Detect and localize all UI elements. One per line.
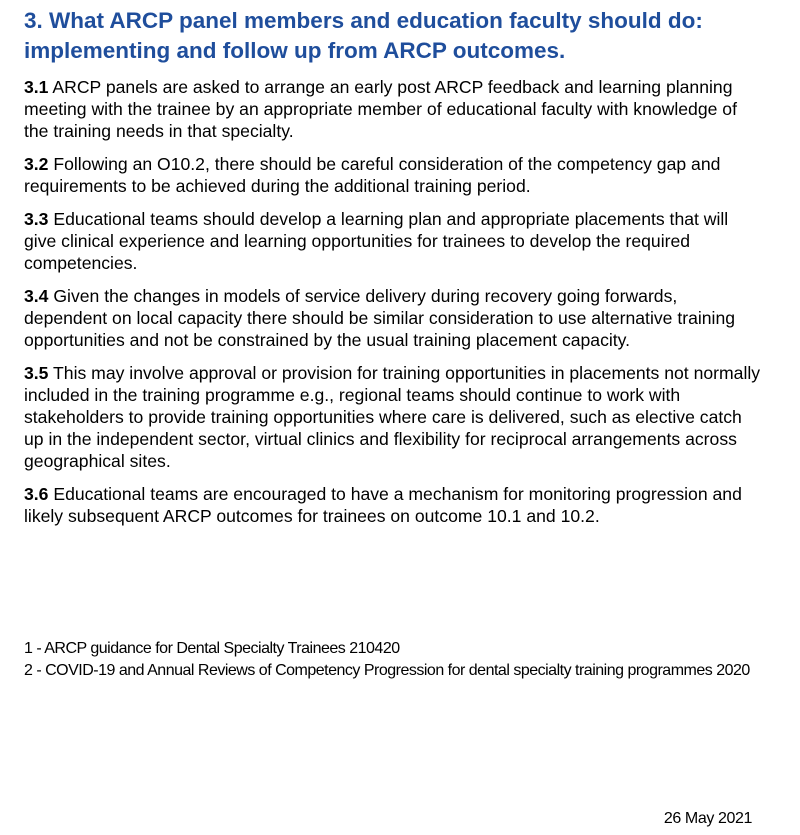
paragraph-3-6 [24, 483, 764, 527]
paragraph-number: 3.3 [24, 209, 49, 229]
paragraph-3-2 [24, 153, 764, 197]
paragraph-number: 3.4 [24, 286, 49, 306]
footnotes [24, 638, 764, 682]
paragraph-text: ARCP panels are asked to arrange an early post ARCP feedback and learning planning meeting with the trainee by an appropriate member of educational faculty with knowledge of the training needs in that specialty. [24, 77, 737, 141]
paragraph-text: Following an O10.2, there should be careful consideration of the competency gap and requirements to be achieved during the additional training period. [24, 154, 721, 196]
paragraph-text: Educational teams should develop a learning plan and appropriate placements that will give clinical experience and learning opportunities for trainees to develop the required competencies. [24, 209, 729, 273]
paragraph-number: 3.2 [24, 154, 49, 174]
paragraph-number: 3.6 [24, 484, 49, 504]
paragraph-number: 3.1 [24, 77, 49, 97]
footer-date: 26 May 2021 [663, 810, 752, 827]
paragraph-3-5 [24, 362, 764, 472]
paragraph-text: Given the changes in models of service delivery during recovery going forwards, dependent on local capacity there should be similar consideration to use alternative training opportunities and not be constrained by the usual training placement capacity. [24, 286, 736, 350]
section [24, 6, 764, 538]
paragraph-number: 3.5 [24, 363, 49, 383]
paragraph-3-4 [24, 285, 764, 351]
paragraph-3-3 [24, 208, 764, 274]
section-heading: 3. What ARCP panel members and education faculty should do: implementing and follow up from ARCP outcomes. [24, 8, 703, 63]
footnote-1: 1 - ARCP guidance for Dental Specialty Trainees 210420 [24, 640, 400, 657]
paragraph-text: Educational teams are encouraged to have a mechanism for monitoring progression and likely subsequent ARCP outcomes for trainees on outcome 10.1 and 10.2. [24, 484, 742, 526]
footnote-2: 2 - COVID-19 and Annual Reviews of Competency Progression for dental specialty training programmes 2020 [24, 662, 750, 679]
paragraph-text: This may involve approval or provision for training opportunities in placements not normally included in the training programme e.g., regional teams should continue to work with stakeholders to provide training opportunities where care is delivered, such as elective catch up in the independent sector, virtual clinics and flexibility for reciprocal arrangements across geographical sites. [24, 363, 761, 471]
paragraph-3-1 [24, 76, 764, 142]
